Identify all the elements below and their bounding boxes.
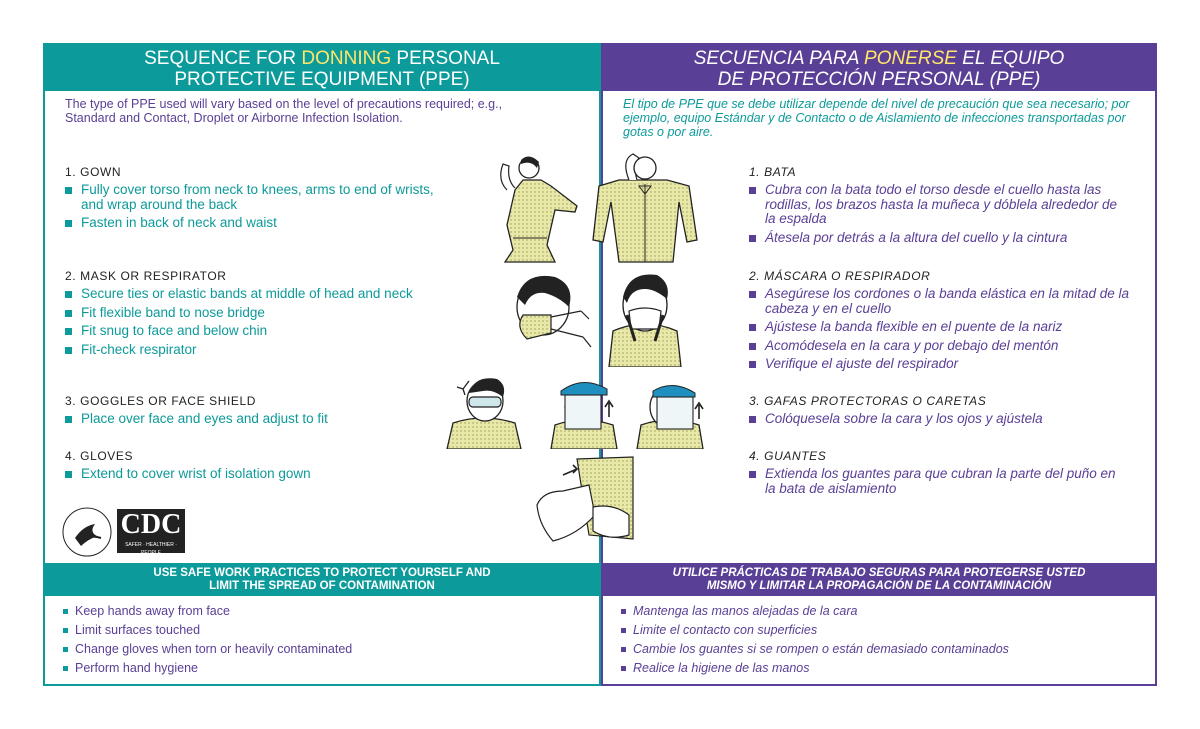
gown-front-illustration: [485, 150, 599, 266]
title-part: SECUENCIA PARA: [693, 48, 865, 69]
section-gafas: [749, 394, 1129, 431]
list-item: Átesela por detrás a la altura del cuello y la cintura: [749, 231, 1129, 246]
list-item: Acomódesela en la cara y por debajo del mentón: [749, 339, 1129, 354]
goggles-illustration: [443, 373, 563, 449]
list-item: Fit-check respirator: [65, 343, 445, 358]
face-shield-illustration: [547, 373, 627, 449]
title-highlight: DONNING: [301, 48, 392, 69]
list-item: Extend to cover wrist of isolation gown: [65, 467, 445, 482]
list-item: Perform hand hygiene: [63, 659, 352, 678]
mask-side-illustration: [485, 267, 599, 367]
gown-back-illustration: [589, 150, 719, 266]
title-part: SEQUENCE FOR: [144, 48, 302, 69]
list-item: Cambie los guantes si se rompen o están demasiado contaminados: [621, 640, 1009, 659]
list-item: Verifique el ajuste del respirador: [749, 357, 1129, 372]
section-title: 4. GUANTES: [749, 449, 827, 463]
list-item: Place over face and eyes and adjust to fit: [65, 412, 445, 427]
section-bata: [749, 165, 1129, 249]
list-item: Fasten in back of neck and waist: [65, 216, 455, 231]
section-guantes: [749, 449, 1129, 500]
section-title: 2. MASK OR RESPIRATOR: [65, 269, 227, 283]
face-shield-side-illustration: [633, 373, 713, 449]
spanish-panel: [601, 43, 1157, 686]
section-goggles: [65, 394, 445, 431]
english-panel: [43, 43, 601, 686]
section-title: 3. GAFAS PROTECTORAS O CARETAS: [749, 394, 987, 408]
list-item: Realice la higiene de las manos: [621, 659, 1009, 678]
title-part: PERSONAL: [391, 48, 500, 69]
section-gown: [65, 165, 455, 235]
list-item: Keep hands away from face: [63, 602, 352, 621]
list-item: Change gloves when torn or heavily contaminated: [63, 640, 352, 659]
section-title: 2. MÁSCARA O RESPIRADOR: [749, 269, 931, 283]
section-title: 4. GLOVES: [65, 449, 134, 463]
list-item: Asegúrese los cordones o la banda elástica en la mitad de la cabeza y en el cuello: [749, 287, 1129, 316]
section-mascara: [749, 269, 1129, 376]
spanish-title: [603, 45, 1155, 91]
footer-title-line: UTILICE PRÁCTICAS DE TRABAJO SEGURAS PARA PROTEGERSE USTED: [672, 567, 1086, 579]
gloves-illustration: [533, 455, 637, 545]
list-item: Secure ties or elastic bands at middle of head and neck: [65, 287, 445, 302]
poster: [43, 43, 1157, 686]
title-line-2: PROTECTIVE EQUIPMENT (PPE): [174, 69, 470, 90]
section-title: 1. BATA: [749, 165, 797, 179]
cdc-logo: [117, 509, 185, 556]
list-item: Fully cover torso from neck to knees, arms to end of wrists, and wrap around the back: [65, 183, 455, 212]
footer-title-line: LIMIT THE SPREAD OF CONTAMINATION: [209, 580, 435, 592]
section-title: 1. GOWN: [65, 165, 122, 179]
list-item: Cubra con la bata todo el torso desde el cuello hasta las rodillas, los brazos hasta la muñeca y dóblela alrededor de la espalda: [749, 183, 1129, 227]
english-intro: The type of PPE used will vary based on the level of precautions required; e.g., Standard and Contact, Droplet or Airborne Infection Isolation.: [65, 97, 503, 125]
list-item: Limite el contacto con superficies: [621, 621, 1009, 640]
list-item: Fit snug to face and below chin: [65, 324, 445, 339]
list-item: Mantenga las manos alejadas de la cara: [621, 602, 1009, 621]
footer-title-line: USE SAFE WORK PRACTICES TO PROTECT YOURSELF AND: [153, 567, 491, 579]
hhs-logo: [61, 506, 113, 558]
list-item: Limit surfaces touched: [63, 621, 352, 640]
title-part: EL EQUIPO: [956, 48, 1065, 69]
spanish-intro: El tipo de PPE que se debe utilizar depende del nivel de precaución que sea necesario; por ejemplo, equipo Estándar y de Contacto o de Aislamiento de infecciones transportadas por gotas o por aire.: [623, 97, 1130, 139]
section-title: 3. GOGGLES OR FACE SHIELD: [65, 394, 257, 408]
footer-title-line: MISMO Y LIMITAR LA PROPAGACIÓN DE LA CONTAMINACIÓN: [706, 580, 1052, 592]
title-line-2: DE PROTECCIÓN PERSONAL (PPE): [717, 69, 1041, 90]
list-item: Ajústese la banda flexible en el puente de la nariz: [749, 320, 1129, 335]
cdc-logo-text: CDC: [120, 509, 182, 540]
section-mask: [65, 269, 445, 361]
mask-front-illustration: [589, 267, 709, 367]
cdc-logo-tagline: SAFER · HEALTHIER · PEOPLE: [125, 542, 177, 556]
english-title: [45, 45, 599, 91]
list-item: Colóquesela sobre la cara y los ojos y ajústela: [749, 412, 1129, 427]
title-highlight: PONERSE: [864, 48, 957, 69]
section-gloves: [65, 449, 445, 486]
list-item: Extienda los guantes para que cubran la parte del puño en la bata de aislamiento: [749, 467, 1129, 496]
list-item: Fit flexible band to nose bridge: [65, 306, 445, 321]
